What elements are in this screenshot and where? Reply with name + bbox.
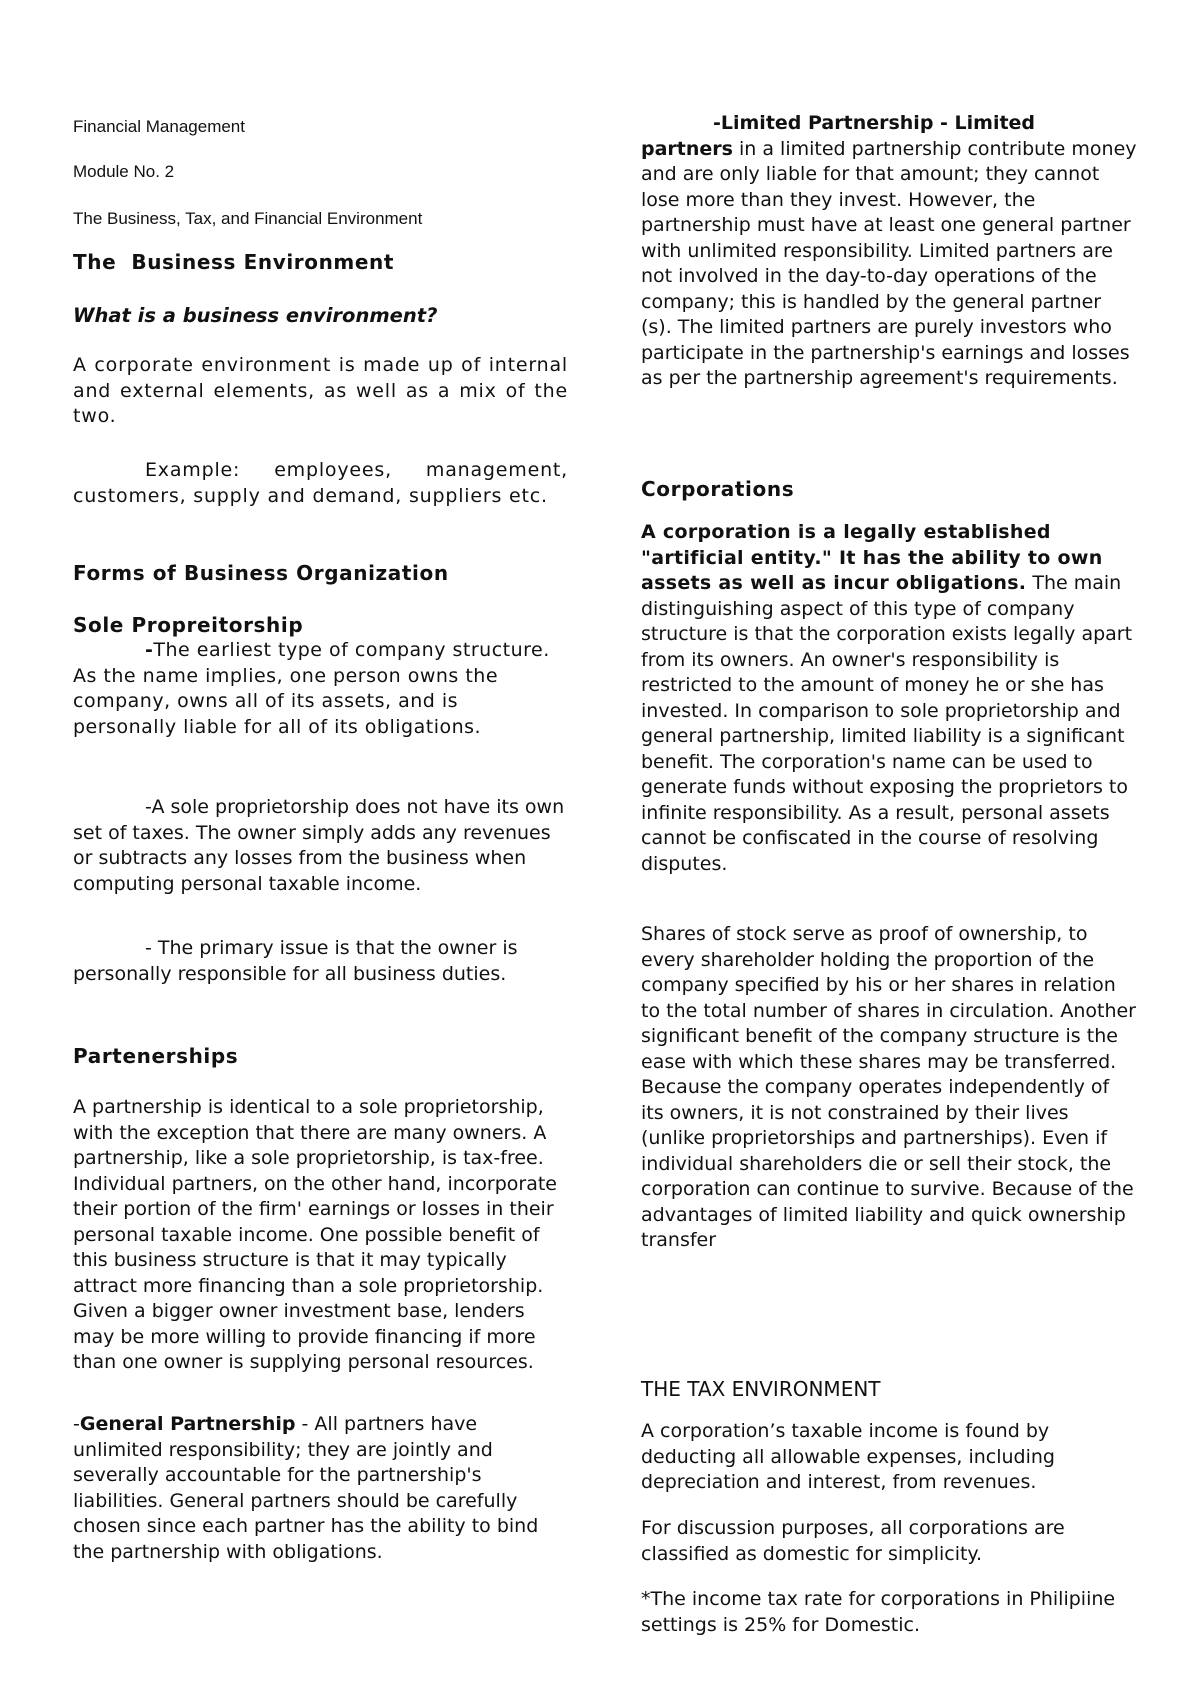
sole-proprietorship-paragraph-3: - The primary issue is that the owner is personally responsible for all business duties.: [73, 937, 518, 985]
limited-partnership-term: -Limited Partnership - Limited: [713, 112, 1036, 134]
partnerships-heading: Partenerships: [73, 1044, 239, 1068]
forms-heading: Forms of Business Organization: [73, 561, 449, 585]
limited-partnership-paragraph: -Limited Partnership - Limited partners in a limited partnership contribute money and are only liable for that amount; they cannot lose more than they invest. However, the partnership must have at least one general partner with unlimited responsibility. Limited partners are not involved in the day-to-day operations of the company; this is handled by the general partner (s). The limited partners are purely investors who participate in the partnership's earnings and losses as per the partnership agreement's requirements.: [641, 112, 1137, 389]
tax-environment-paragraph-1: A corporation’s taxable income is found by deducting all allowable expenses, including depreciation and interest, from revenues.: [641, 1420, 1055, 1493]
business-environment-heading: The Business Environment: [73, 250, 395, 274]
general-partnership-term: General Partnership: [79, 1413, 296, 1435]
general-partnership-paragraph: -General Partnership - All partners have unlimited responsibility; they are jointly and severally accountable for the partnership's liabilities. General partners should be carefully chosen since each partner has the ability to bind the partnership with obligations.: [73, 1413, 539, 1563]
business-environment-question: What is a business environment?: [73, 304, 438, 327]
corporation-definition: A corporation is a legally established "artificial entity." It has the ability to own assets as well as incur obligations.: [641, 521, 1103, 594]
tax-environment-paragraph-2: For discussion purposes, all corporations are classified as domestic for simplicity.: [641, 1517, 1065, 1565]
module-number: Module No. 2: [73, 162, 175, 181]
corporations-paragraph-1: A corporation is a legally established "artificial entity." It has the ability to own assets as well as incur obligations. The main distinguishing aspect of this type of company structure is that the corporation exists legally apart from its owners. An owner's responsibility is restricted to the amount of money he or she has invested. In comparison to sole proprietorship and general partnership, limited liability is a significant benefit. The corporation's name can be used to generate funds without exposing the proprietors to infinite responsibility. As a result, personal assets cannot be confiscated in the course of resolving disputes.: [641, 521, 1133, 875]
course-title: Financial Management: [73, 117, 245, 136]
tax-environment-paragraph-3: *The income tax rate for corporations in Philipiine settings is 25% for Domestic.: [641, 1588, 1116, 1636]
business-environment-example: Example: employees, management, customers, supply and demand, suppliers etc.: [73, 459, 568, 507]
corporations-heading: Corporations: [641, 477, 795, 501]
partnerships-paragraph: A partnership is identical to a sole proprietorship, with the exception that there are many owners. A partnership, like a sole proprietorship, is tax-free. Individual partners, on the other hand, incorporate their portion of the firm' earnings or losses in their personal taxable income. One possible benefit of this business structure is that it may typically attract more financing than a sole proprietorship. Given a bigger owner investment base, lenders may be more willing to provide financing if more than one owner is supplying personal resources.: [73, 1096, 557, 1373]
corporations-paragraph-2: Shares of stock serve as proof of ownership, to every shareholder holding the proportion of the company specified by his or her shares in relation to the total number of shares in circulation. Another significant benefit of the company structure is the ease with which these shares may be transferred. Because the company operates independently of its owners, it is not constrained by their lives (unlike proprietorships and partnerships). Even if individual shareholders die or sell their stock, the corporation can continue to survive. Because of the advantages of limited liability and quick ownership transfer: [641, 923, 1136, 1251]
business-environment-definition: A corporate environment is made up of internal and external elements, as well as a mix of the two.: [73, 354, 568, 427]
sole-proprietorship-heading: Sole Propreitorship: [73, 613, 304, 637]
sole-proprietorship-paragraph-2: -A sole proprietorship does not have its own set of taxes. The owner simply adds any revenues or subtracts any losses from the business when computing personal taxable income.: [73, 796, 565, 895]
tax-environment-heading: THE TAX ENVIRONMENT: [641, 1377, 881, 1401]
sole-proprietorship-paragraph-1: -The earliest type of company structure. As the name implies, one person owns the company, owns all of its assets, and is personally liable for all of its obligations.: [73, 639, 550, 738]
module-subtitle: The Business, Tax, and Financial Environment: [73, 209, 423, 228]
